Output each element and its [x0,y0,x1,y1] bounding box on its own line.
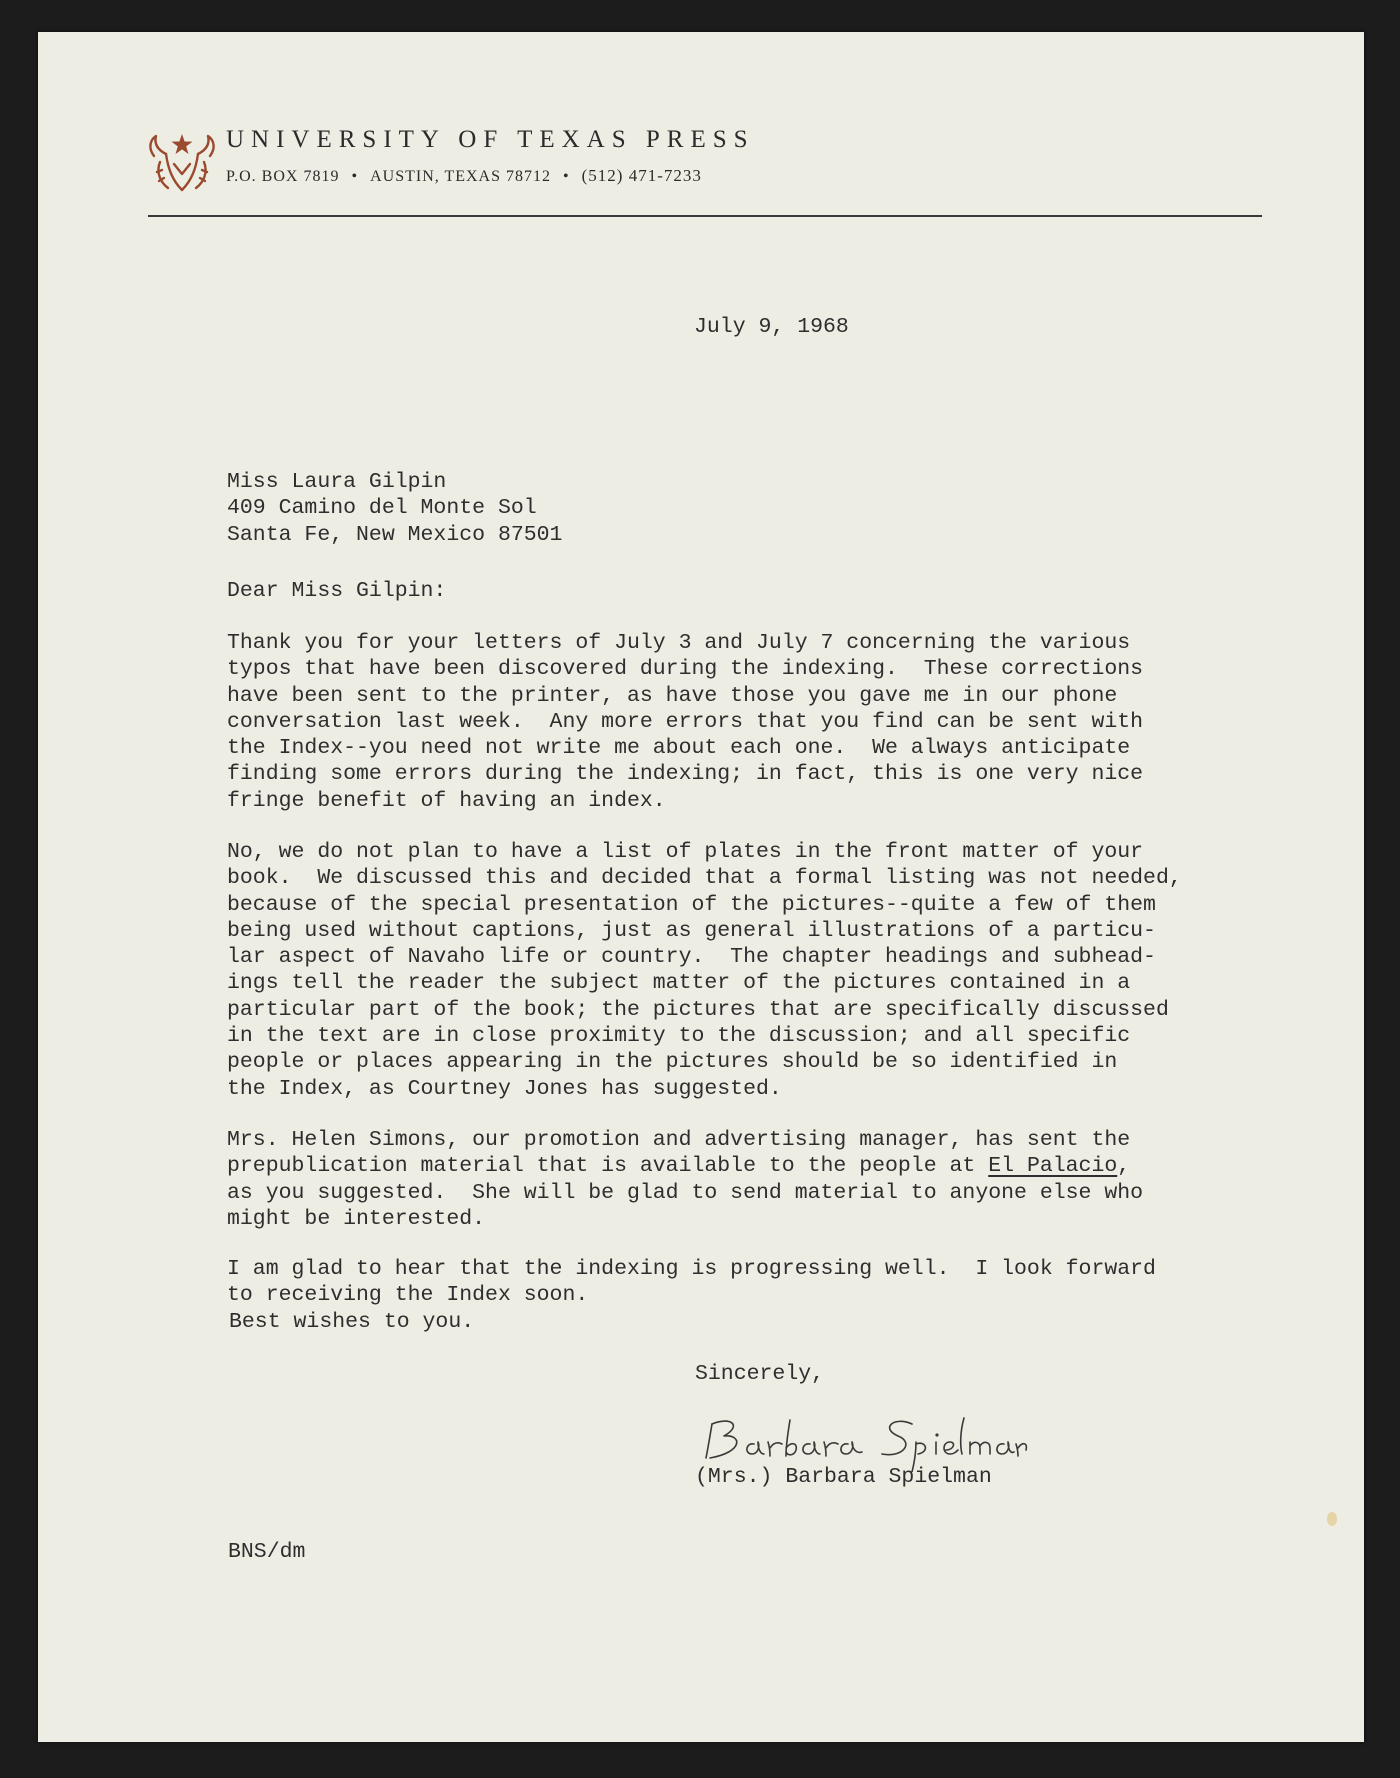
body-line: fringe benefit of having an index. [227,788,666,813]
body-line: the Index, as Courtney Jones has suggested. [227,1076,782,1101]
closing-wish: Best wishes to you. [229,1310,475,1334]
sign-off: Sincerely, [695,1362,825,1386]
paper-stain [1327,1512,1337,1526]
body-line: finding some errors during the indexing; in fact, this is one very nice [227,762,1144,787]
body-line: as you suggested. She will be glad to send material to anyone else who [227,1180,1144,1205]
body-paragraph-4 [227,1256,1156,1309]
body-line: typos that have been discovered during the indexing. These corrections [227,657,1144,682]
press-phone: (512) 471-7233 [581,166,702,185]
body-paragraph-1 [227,630,1143,814]
publication-title: El Palacio [988,1154,1118,1179]
body-line: book. We discussed this and decided that a formal listing was not needed, [227,866,1182,891]
body-line: in the text are in close proximity to the discussion; and all specific [227,1024,1131,1049]
body-line: might be interested. [227,1206,486,1231]
recipient-line: Miss Laura Gilpin [227,470,447,494]
body-line: lar aspect of Navaho life or country. The chapter headings and subhead- [227,945,1156,970]
body-line: Thank you for your letters of July 3 and July 7 concerning the various [227,631,1131,655]
press-name: UNIVERSITY OF TEXAS PRESS [226,126,755,153]
typed-signer-name: (Mrs.) Barbara Spielman [695,1465,992,1489]
body-line: because of the special presentation of the pictures--quite a few of them [227,892,1156,917]
body-line: conversation last week. Any more errors that you find can be sent with [227,709,1144,734]
press-address-line [226,166,702,186]
bullet-separator: • [351,168,359,185]
body-line: Mrs. Helen Simons, our promotion and advertising manager, has sent the [227,1128,1131,1152]
recipient-address [227,469,562,548]
recipient-line: 409 Camino del Monte Sol [227,496,537,521]
press-city: AUSTIN, TEXAS 78712 [370,168,552,185]
body-line: being used without captions, just as general illustrations of a particu- [227,918,1156,943]
body-line: to receiving the Index soon. [227,1283,589,1308]
reference-initials: BNS/dm [228,1540,306,1564]
body-line [227,1153,1143,1179]
body-line: have been sent to the printer, as have those you gave me in our phone [227,683,1118,708]
recipient-line: Santa Fe, New Mexico 87501 [227,522,563,547]
body-line: the Index--you need not write me about each one. We always anticipate [227,736,1131,761]
handwritten-signature [698,1402,1028,1472]
body-line: I am glad to hear that the indexing is progressing well. I look forward [227,1257,1156,1281]
letter-date: July 9, 1968 [694,315,849,339]
body-line: particular part of the book; the pictures that are specifically discussed [227,997,1169,1022]
letter-page [38,32,1364,1742]
body-line-segment: prepublication material that is available to the people at [227,1154,989,1179]
po-box: P.O. BOX 7819 [226,168,340,185]
letterhead-rule [148,215,1262,217]
body-paragraph-2 [227,839,1182,1102]
bullet-separator: • [563,168,570,185]
body-paragraph-3 [227,1127,1143,1232]
body-line: No, we do not plan to have a list of plates in the front matter of your [227,840,1144,864]
salutation: Dear Miss Gilpin: [227,579,447,603]
body-line-segment: , [1117,1154,1131,1179]
body-line: ings tell the reader the subject matter of the pictures contained in a [227,971,1131,996]
longhorn-star-logo-icon [146,128,218,200]
body-line: people or places appearing in the pictures should be so identified in [227,1050,1118,1075]
